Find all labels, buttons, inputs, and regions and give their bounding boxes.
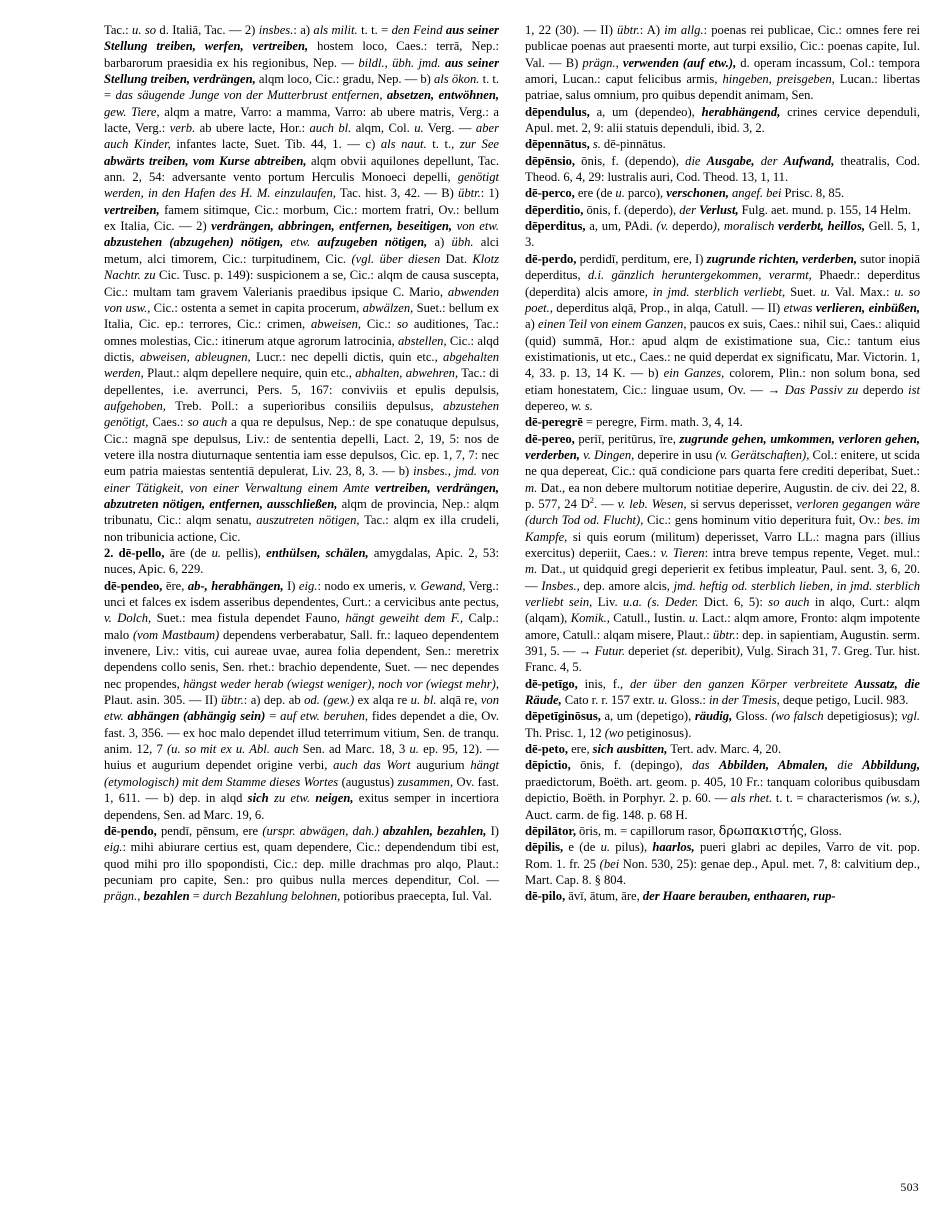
dictionary-entry: dē-perdo, perdidī, perditum, ere, I) zugrunde richten, verderben, sutor inopiā deperditus, d.i. gänzlich heruntergekommen, verarmt, Phaedr.: deperditus (deperdita) alcis amore, in jmd. sterblich verliebt, Suet. u. Val. Max.: u. so poet., deperditus alqā, Prop., in alqa, Catull. — II) etwas verlieren, einbüßen, a) einen Teil von einem Ganzen, paucos ex suis, Caes.: nihil sui, Caes.: aliquid (quid) summā, Hor.: apud alqm de existimatione sua, Cic.: tantum eius existimationis, ut etc., Caes.: ne quid deperdat ex significatu, Mar. Victorin. 1, 4, 33. p. 13, 14 K. — b) ein Ganzes, colorem, Plin.: non solum bona, sed etiam honestatem, Cic.: linguae usum, Ov. — → Das Passiv zu deperdo ist depereo, w. s.: [525, 251, 921, 413]
dictionary-entry: dēpetīginōsus, a, um (depetigo), räudig, Gloss. (wo falsch depetigiosus); vgl. Th. Prisc. 1, 12 (wo petiginosus).: [525, 709, 920, 740]
page-columns: [0, 22, 935, 905]
dictionary-entry: dēperditus, a, um, PAdi. (v. deperdo), moralisch verderbt, heillos, Gell. 5, 1, 3.: [525, 219, 921, 250]
dictionary-entry: dēpilātor, ōris, m. = capillorum rasor, δρωπακιστής, Gloss.: [525, 822, 842, 838]
dictionary-entry: 1, 22 (30). — II) übtr.: A) im allg.: poenas rei publicae, Cic.: omnes fere rei publicae poenas aut praesenti morte, aut turpi exsilio, Cic.: poenas capite, Iul. Val. — B) prägn., verwenden (auf etw.), d. operam incassum, Col.: tempora amori, Lucan.: caput felicibus armis, hingeben, preisgeben, Lucan.: libertas patriae, salus omnium, pro quibus dependit animam, Sen.: [525, 23, 920, 103]
page-number: 503: [900, 1182, 919, 1194]
dictionary-entry: dē-petīgo, inis, f., der über den ganzen Körper verbreitete Aussatz, die Räude, Cato r. r. 157 extr. u. Gloss.: in der Tmesis, deque petigo, Lucil. 983.: [525, 676, 920, 708]
dictionary-entry: dēpilis, e (de u. pilus), haarlos, pueri glabri ac depiles, Varro de vit. pop. Rom. 1. fr. 25 (bei Non. 530, 25): genae dep., Apul. met. 7, 8: calvitium dep., Mart. Cap. 8. § 804.: [525, 840, 921, 887]
dictionary-entry: dē-pereo, periī, peritūrus, īre, zugrunde gehen, umkommen, verloren gehen, verderben, v. Dingen, deperire in usu (v. Gerätschaften), Col.: enitere, ut scida ne qua depereat, Cic.: quā condicione pars quarta fere crediti deperibat, Suet.: m. Dat., ea non debere multorum notitiae deperire, Augustin. de civ. dei 22, 8. p. 577, 24 $D^2$. — v. leb. Wesen, si servus deperisset, verloren gegangen wäre (durch Tod od. Flucht), Cic.: gens hominum vitio deperitura fuit, Ov.: bes. im Kampfe, si quis eorum (militum) deperisset, Varro LL.: magna pars (illius exercitus) deperiit, Caes.: v. Tieren: intra breve tempus repente, Veget. mul.: m. Dat., ut quidquid gregi deperierit ex fetibus impleatur, Paul. sent. 3, 6, 20. — Insbes., dep. amore alcis, jmd. heftig od. sterblich lieben, in jmd. sterblich verliebt sein, Liv. u.a. (s. Deder. Dict. 6, 5): so auch in alqo, Curt.: alqm (alqam), Komik., Catull., Iustin. u. Lact.: alqm amore, Fronto: alqm impotente amore, Catull.: alqam misere, Plaut.: übtr.: dep. in sapientiam, Augustin. serm. 391, 5. — → Futur. deperiet (st. deperibit), Vulg. Sirach 31, 7. Greg. Tur. hist. Franc. 4, 5.: [525, 431, 921, 675]
dictionary-entry: dē-peto, ere, sich ausbitten, Tert. adv. Marc. 4, 20.: [525, 742, 782, 757]
dictionary-entry: dēperditio, ōnis, f. (deperdo), der Verlust, Fulg. aet. mund. p. 155, 14 Helm.: [525, 202, 912, 217]
dictionary-entry: dēpendulus, a, um (dependeo), herabhängend, crines cervice dependuli, Apul. met. 2, 9: alii statuis dependuli, ibid. 3, 2.: [525, 104, 920, 136]
dictionary-entry: dē-pendeo, ēre, ab-, herabhängen, I) eig.: nodo ex umeris, v. Gewand, Verg.: unci et falces ex isdem asseribus dependentes, Curt.: a cervicibus ante pectus, v. Dolch, Suet.: mea fistula dependet Fauno, hängt geweiht dem F., Calp.: malo (vom Mastbaum) dependens verberabatur, Sall. fr.: laqueo dependentem invenere, Liv.: vitis, cui aureae uvae, aurea folia dependent, Sen.: meretrix dependens collo senis, Sen. rhet.: brachio dependente, Suet. — nec dependes nec propendes, hängst weder herab (wiegst weniger), noch vor (wiegst mehr), Plaut. asin. 305. — II) übtr.: a) dep. ab od. (gew.) ex alqa re u. bl. alqā re, von etw. abhängen (abhängig sein) = auf etw. beruhen, fides dependet a die, Ov. fast. 3, 356. — ex hoc malo dependet illud teterrimum vitium, Sen. de tranqu. anim. 12, 7 (u. so mit ex u. Abl. auch Sen. ad Marc. 18, 3 u. ep. 95, 12). — huius et augurium dependet origine verbi, auch das Wort augurium hängt (etymologisch) mit dem Stamme dieses Wortes (augustus) zusammen, Ov. fast. 1, 611. — b) dep. in alqd sich zu etw. neigen, exitus semper in incertiora dependens, Sen. ad Marc. 19, 6.: [104, 578, 500, 822]
dictionary-entry: 2. dē-pello, āre (de u. pellis), enthülsen, schälen, amygdalas, Apic. 2, 53: nuces, Apic. 6, 229.: [104, 546, 500, 577]
dictionary-entry: dē-peregrē = peregre, Firm. math. 3, 4, 14.: [525, 415, 743, 430]
dictionary-entry: dēpennātus, s. dē-pinnātus.: [525, 137, 666, 152]
right-column: [525, 22, 920, 905]
dictionary-entry: dē-pilo, āvī, ātum, āre, der Haare berauben, enthaaren, rup-: [525, 889, 836, 904]
dictionary-entry: dē-perco, ere (de u. parco), verschonen, angef. bei Prisc. 8, 85.: [525, 186, 845, 201]
dictionary-entry: dē-pendo, pendī, pēnsum, ere (urspr. abwägen, dah.) abzahlen, bezahlen, I) eig.: mihi abiurare certius est, quam dependere, Cic.: dependendum tibi est, quod mihi pro illo spopondisti, Cic.: dep. mille drachmas pro alqo, Plaut.: pecuniam pro capite, Sen.: pro quibus nulla merces dependitur, Col. — prägn., bezahlen = durch Bezahlung belohnen, potioribus praecepta, Iul. Val.: [104, 823, 499, 904]
dictionary-entry: dēpēnsio, ōnis, f. (dependo), die Ausgabe, der Aufwand, theatralis, Cod. Theod. 6, 4, 29: lustralis auri, Cod. Theod. 13, 1, 11.: [525, 153, 920, 185]
left-column: [104, 22, 499, 905]
dictionary-entry: dēpictio, ōnis, f. (depingo), das Abbilden, Abmalen, die Abbildung, praedictorum, Boëth. art. geom. p. 405, 10 Fr.: tanquam coloribus quibusdam depictio, Boëth. in Porphyr. 2. p. 60. — als rhet. t. t. = characterismos (w. s.), Auct. carm. de fig. 148. p. 68 H.: [525, 758, 921, 822]
dictionary-entry: Tac.: u. so d. Italiā, Tac. — 2) insbes.: a) als milit. t. t. = den Feind aus seiner Stellung treiben, werfen, vertreiben, hostem loco, Caes.: terrā, Nep.: barbarorum praesidia ex his regionibus, Nep. — bildl., übh. jmd. aus seiner Stellung treiben, verdrängen, alqm loco, Cic.: gradu, Nep. — b) als ökon. t. t. = das säugende Junge von der Mutterbrust entfernen, absetzen, entwöhnen, gew. Tiere, alqm a matre, Varro: a mamma, Varro: ab ubere matris, Verg.: a lacte, Verg.: verb. ab ubere lacte, Hor.: auch bl. alqm, Col. u. Verg. — aber auch Kinder, infantes lacte, Suet. Tib. 44, 1. — c) als naut. t. t., zur See abwärts treiben, vom Kurse abtreiben, alqm obvii aquilones depellunt, Tac. ann. 2, 54: adversante vento portum Herculis Monoeci depelli, genötigt werden, in den Hafen des H. M. einzulaufen, Tac. hist. 3, 42. — B) übtr.: 1) vertreiben, famem sitimque, Cic.: morbum, Cic.: mortem fratri, Ov.: bellum ex Italia, Cic. — 2) verdrängen, abbringen, entfernen, beseitigen, von etw. abzustehen (abzugehen) nötigen, etw. aufzugeben nötigen, a) übh. alci metum, alci timorem, Cic.: turpitudinem, Cic. (vgl. über diesen Dat. Klotz Nachtr. zu Cic. Tusc. p. 149): suspicionem a se, Cic.: alqm de causa suscepta, Cic.: multam tam gravem Valerianis praedibus ipsique C. Mario, abwenden von usw., Cic.: ostenta a semet in capita procerum, abwälzen, Suet.: bellum ex Italia, Cic. ep.: terrores, Cic.: crimen, abweisen, Cic.: so auditiones, Tac.: omnes molestias, Cic.: itinerum atque agrorum latrocinia, abstellen, Cic.: alqd dictis, abweisen, ableugnen, Lucr.: nec depelli dictis, quin etc., abgehalten werden, Plaut.: alqm depellere nequire, quin etc., abhalten, abwehren, Tac.: di depellentes, i.e. averrunci, Pers. 5, 167: conviviis et epulis depulsis, aufgehoben, Treb. Poll.: a superioribus consiliis depulsus, abzustehen genötigt, Caes.: so auch a qua re depulsus, Nep.: de spe conatuque depulsus, Cic.: magnā spe depulsus, Liv.: de sententia depelli, Lact. 2, 19, 5: nos de vetere illa nostra diuturnaque sententia iam esse depulsos, Cic. ep. 1, 7, 7: nec eum patria maiestas sententiā depulerat, Liv. 23, 8, 3. — b) insbes., jmd. von einer Tätigkeit, von einer Verwaltung einem Amte vertreiben, verdrängen, abzutreten nötigen, entfernen, ausschließen, alqm de provincia, Nep.: alqm tribunatu, Cic.: alqm senatu, auszutreten nötigen, Tac.: alqm ex illa crudeli, non tribunicia actione, Cic.: [104, 23, 500, 544]
